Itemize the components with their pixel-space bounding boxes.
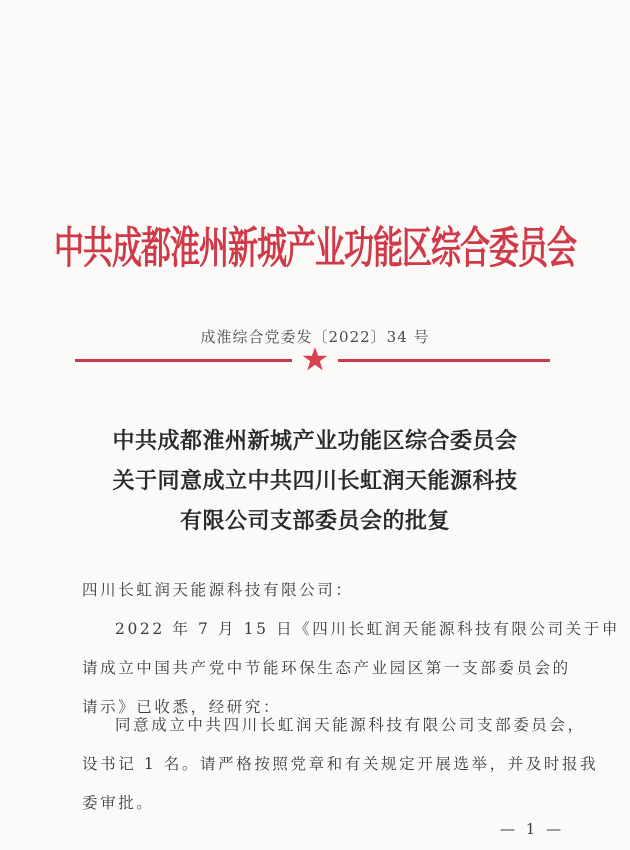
paragraph-2-line-3: 委审批。 (82, 794, 155, 812)
paragraph-2-line-1: 同意成立中共四川长虹润天能源科技有限公司支部委员会， (115, 716, 586, 734)
salutation: 四川长虹润天能源科技有限公司： (82, 581, 354, 599)
document-title-line-3: 有限公司支部委员会的批复 (179, 508, 450, 534)
document-title-line-1: 中共成都淮州新城产业功能区综合委员会 (112, 428, 518, 454)
masthead-title: 中共成都淮州新城产业功能区综合委员会 (54, 223, 576, 275)
divider-line-right (338, 359, 550, 362)
divider-line-left (75, 359, 292, 362)
paragraph-2-line-2: 设书记 1 名。请严格按照党章和有关规定开展选举，并及时报我 (82, 755, 599, 773)
document-title-line-2: 关于同意成立中共四川长虹润天能源科技 (112, 468, 518, 494)
page-number: — 1 — (500, 820, 565, 838)
star-icon (302, 346, 328, 372)
paragraph-1-line-3: 请示》已收悉，经研究： (82, 698, 282, 716)
paragraph-1-line-1: 2022 年 7 月 15 日《四川长虹润天能源科技有限公司关于申 (115, 620, 620, 638)
document-number: 成淮综合党委发〔2022〕34 号 (200, 328, 430, 346)
paragraph-1-line-2: 请成立中国共产党中节能环保生态产业园区第一支部委员会的 (82, 659, 571, 677)
